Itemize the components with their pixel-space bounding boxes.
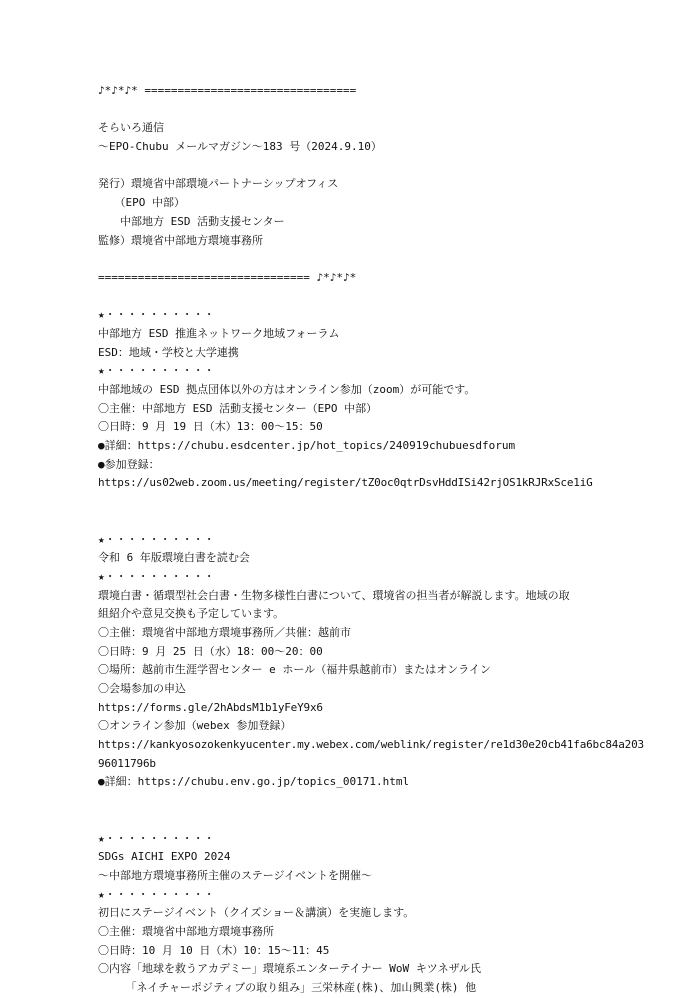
- newsletter-subtitle: ～EPO-Chubu メールマガジン～183 号（2024.9.10）: [98, 140, 382, 154]
- article-title: 中部地方 ESD 推進ネットワーク地域フォーラム: [98, 326, 340, 340]
- newsletter-body: [98, 82, 644, 998]
- article-organizer: 〇主催：環境省中部地方環境事務所: [98, 924, 274, 938]
- spacer: [98, 512, 618, 531]
- spacer: [98, 792, 618, 811]
- stars-divider: ★・・・・・・・・・・: [98, 532, 215, 546]
- article-details-link[interactable]: ●詳細：https://chubu.env.go.jp/topics_00171.html: [98, 775, 410, 789]
- article-title: ～中部地方環境事務所主催のステージイベントを開催～: [98, 868, 373, 882]
- spacer: [98, 157, 618, 176]
- decoration-top: ♪*♪*♪* ================================: [98, 84, 357, 97]
- publisher-line: 発行）環境省中部環境パートナーシップオフィス: [98, 177, 339, 191]
- article-esd-forum: [98, 306, 618, 493]
- register-label: ●参加登録：: [98, 457, 160, 471]
- stars-divider: ★・・・・・・・・・・: [98, 569, 215, 583]
- article-intro: 中部地域の ESD 拠点団体以外の方はオンライン参加（zoom）が可能です。: [98, 383, 476, 396]
- publisher-line: 中部地方 ESD 活動支援センター: [98, 214, 285, 228]
- spacer: [98, 250, 618, 269]
- venue-label: 〇会場参加の申込: [98, 682, 186, 695]
- article-date: 〇日時：10 月 10 日（木）10：15～11：45: [98, 943, 330, 957]
- article-title: SDGs AICHI EXPO 2024: [98, 850, 231, 864]
- article-organizer: 〇主催：中部地方 ESD 活動支援センター（EPO 中部）: [98, 401, 378, 415]
- spacer: [98, 101, 618, 120]
- article-content: 〇内容「地球を救うアカデミー」環境系エンターテイナー WoW キツネザル氏: [98, 962, 482, 976]
- stars-divider: ★・・・・・・・・・・: [98, 308, 215, 322]
- newsletter-title: そらいろ通信: [98, 121, 164, 135]
- article-white-paper: [98, 531, 644, 793]
- article-date: 〇日時：9 月 25 日（水）18：00～20：00: [98, 644, 323, 658]
- supervisor-line: 監修）環境省中部地方環境事務所: [98, 233, 263, 247]
- stars-divider: ★・・・・・・・・・・: [98, 887, 215, 901]
- article-sdgs-expo: [98, 830, 618, 998]
- decoration-bottom: ================================ ♪*♪*♪*: [98, 270, 357, 284]
- stars-divider: ★・・・・・・・・・・: [98, 364, 215, 378]
- article-intro: 初日にステージイベント（クイズショー＆講演）を実施します。: [98, 906, 415, 920]
- article-content: 「ネイチャーポジティブの取り組み」三栄林産(株)、加山興業(株) 他: [98, 981, 477, 994]
- article-intro: 組紹介や意見交換も予定しています。: [98, 607, 285, 621]
- article-title: ESD：地域・学校と大学連携: [98, 345, 239, 359]
- register-link[interactable]: https://us02web.zoom.us/meeting/register/tZ0oc0qtrDsvHddISi42rjOS1kRJRxSce1iG: [98, 476, 593, 490]
- venue-link[interactable]: https://forms.gle/2hAbdsM1b1yFeY9x6: [98, 700, 323, 714]
- article-date: 〇日時：9 月 19 日（木）13：00～15：50: [98, 420, 323, 434]
- article-details-link[interactable]: ●詳細：https://chubu.esdcenter.jp/hot_topics/240919chubuesdforum: [98, 439, 516, 453]
- online-link[interactable]: https://kankyosozokenkyucenter.my.webex.com/weblink/register/re1d30e20cb41fa6bc84a203: [98, 738, 644, 752]
- publisher-line: （EPO 中部）: [98, 196, 185, 210]
- stars-divider: ★・・・・・・・・・・: [98, 831, 215, 845]
- online-link-continued[interactable]: 96011796b: [98, 756, 156, 770]
- article-place: 〇場所：越前市生涯学習センター e ホール（福井県越前市）またはオンライン: [98, 663, 491, 677]
- spacer: [98, 493, 618, 512]
- spacer: [98, 288, 618, 307]
- article-title: 令和 6 年版環境白書を読む会: [98, 551, 250, 565]
- spacer: [98, 811, 618, 830]
- article-organizer: 〇主催：環境省中部地方環境事務所／共催：越前市: [98, 625, 351, 639]
- article-intro: 環境白書・循環型社会白書・生物多様性白書について、環境省の担当者が解説します。地域の取: [98, 588, 570, 602]
- online-label: 〇オンライン参加（webex 参加登録）: [98, 719, 292, 733]
